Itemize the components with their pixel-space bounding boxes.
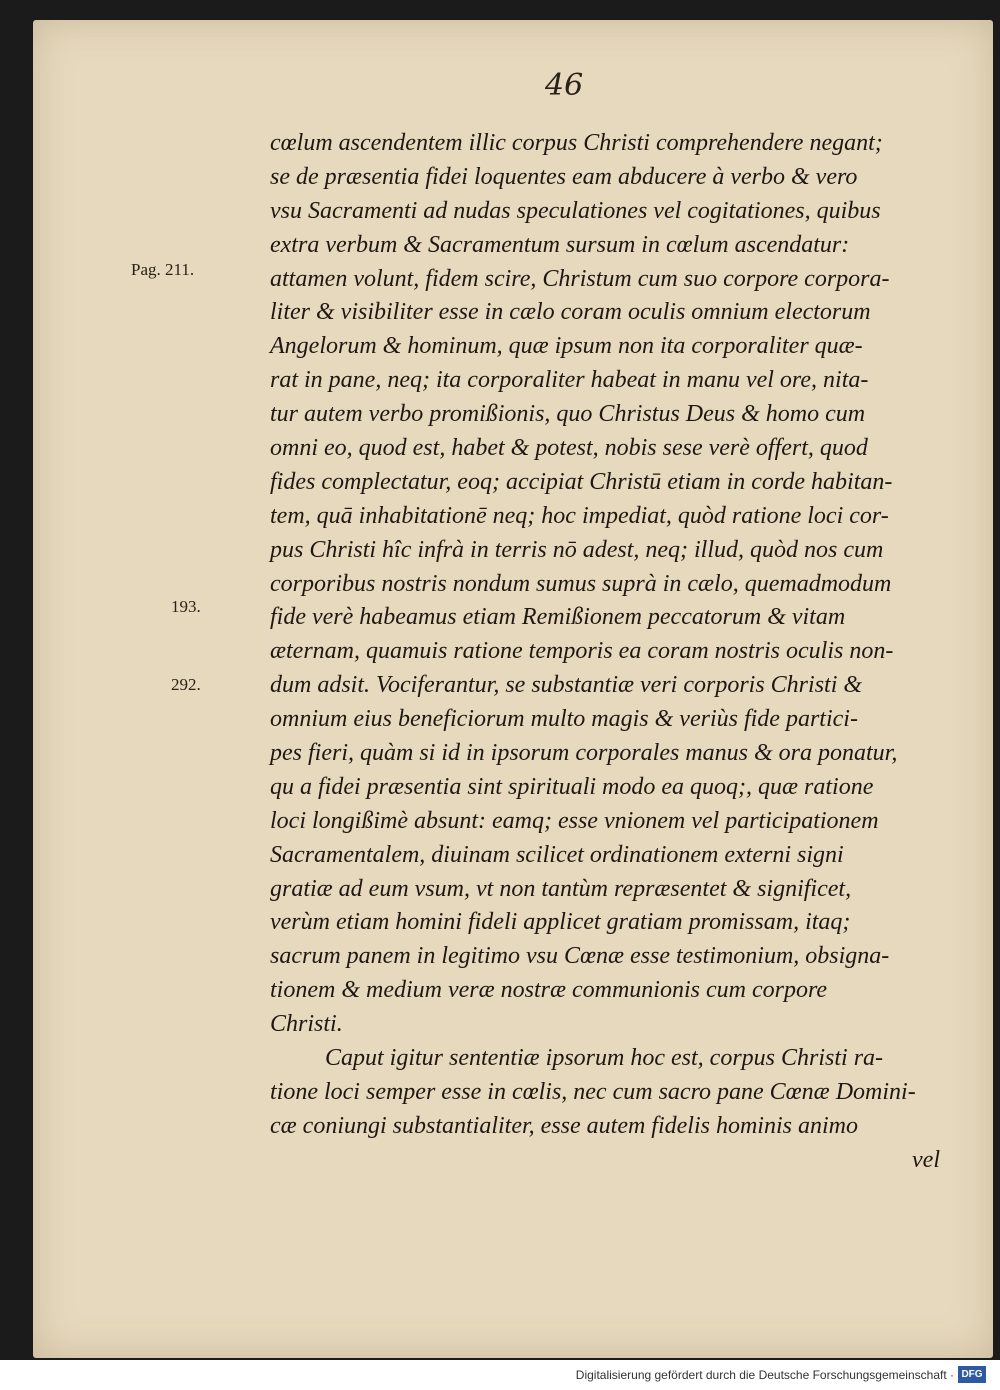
text-line: tem, quā inhabitationē neq; hoc impediat, quòd ratione loci cor- [270,502,889,529]
catchword: vel [912,1146,940,1173]
margin-note-pag-211: Pag. 211. [131,260,195,279]
text-line: omnium eius beneficiorum multo magis & veriùs fide partici- [270,706,858,733]
text-line: æternam, quamuis ratione temporis ea coram nostris oculis non- [270,638,894,665]
text-line: cæ coniungi substantialiter, esse autem fidelis hominis animo [270,1112,858,1139]
text-line: fides complectatur, eoq; accipiat Christū etiam in corde habitan- [270,468,893,495]
text-line: tione loci semper esse in cœlis, nec cum sacro pane Cœnæ Domini- [270,1078,916,1105]
text-line: sacrum panem in legitimo vsu Cœnæ esse testimonium, obsigna- [270,943,890,970]
text-line: fide verè habeamus etiam Remißionem peccatorum & vitam [270,604,846,631]
text-line: vsu Sacramenti ad nudas speculationes vel cogitationes, quibus [270,197,881,224]
text-line: se de præsentia fidei loquentes eam abducere à verbo & vero [270,163,858,190]
text-line: Caput igitur sententiæ ipsorum hoc est, corpus Christi ra- [325,1045,884,1072]
text-line: Sacramentalem, diuinam scilicet ordinationem externi signi [270,841,844,868]
text-line: pes fieri, quàm si id in ipsorum corporales manus & ora ponatur, [270,740,898,767]
page-number: 46 [545,68,584,103]
body-text [270,127,940,1178]
text-line: loci longißimè absunt: eamq; esse vnionem vel participationem [270,807,879,834]
text-line: verùm etiam homini fideli applicet gratiam promissam, itaq; [270,909,851,936]
margin-note-193: 193. [171,597,201,616]
text-line: rat in pane, neq; ita corporaliter habeat in manu vel ore, nita- [270,367,869,394]
footer-bar [0,1360,1000,1390]
text-line: omni eo, quod est, habet & potest, nobis sese verè offert, quod [270,435,868,462]
dfg-logo-icon: DFG [958,1366,986,1383]
footer-credit: Digitalisierung gefördert durch die Deutsche Forschungsgemeinschaft · [575,1368,954,1382]
text-line: cœlum ascendentem illic corpus Christi comprehendere negant; [270,130,883,156]
text-line: liter & visibiliter esse in cælo coram oculis omnium electorum [270,299,871,326]
text-line: tur autem verbo promißionis, quo Christus Deus & homo cum [270,401,866,428]
text-line: tionem & medium veræ nostræ communionis cum corpore [270,977,828,1004]
text-line: extra verbum & Sacramentum sursum in cœlum ascendatur: [270,231,850,258]
text-line: Christi. [270,1011,343,1038]
text-line: dum adsit. Vociferantur, se substantiæ veri corporis Christi & [270,672,863,699]
text-line: attamen volunt, fidem scire, Christum cum suo corpore corpora- [270,265,890,292]
text-line: pus Christi hîc infrà in terris nō adest, neq; illud, quòd nos cum [270,536,884,563]
text-line: Angelorum & hominum, quæ ipsum non ita corporaliter quæ- [270,333,863,360]
book-page [33,20,993,1358]
text-line: gratiæ ad eum vsum, vt non tantùm repræsentet & significet, [270,875,852,902]
margin-note-292: 292. [171,675,201,694]
text-line: qu a fidei præsentia sint spirituali modo ea quoq;, quæ ratione [270,773,874,800]
text-line: corporibus nostris nondum sumus suprà in cælo, quemadmodum [270,570,892,597]
